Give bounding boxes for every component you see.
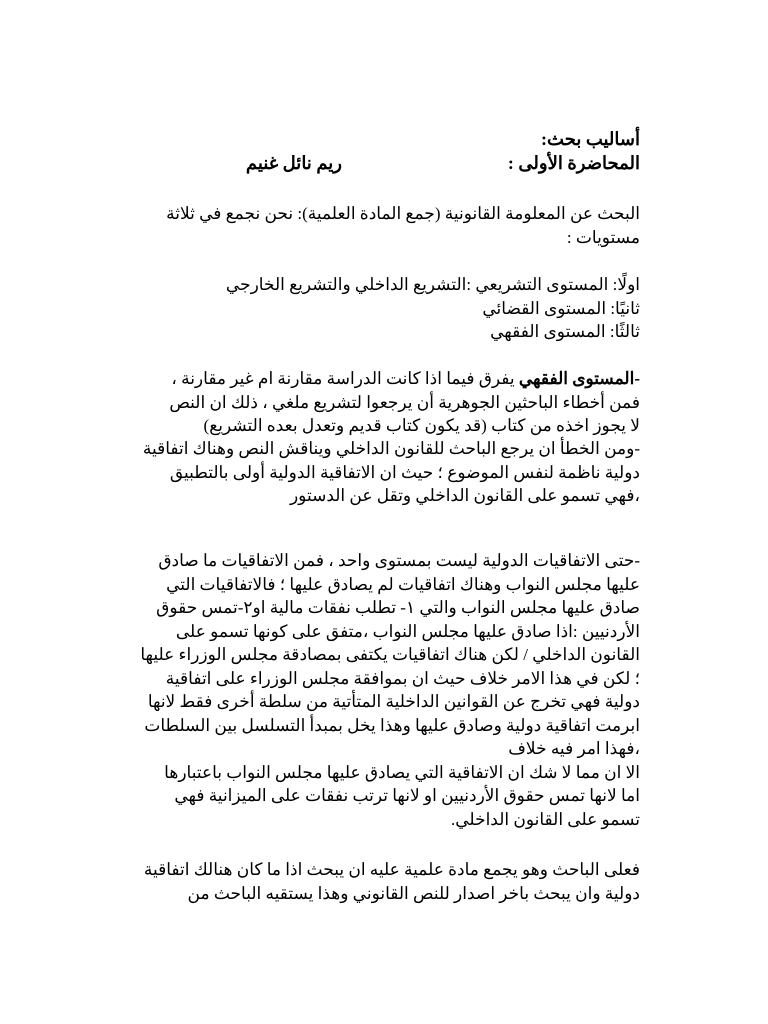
paragraph-line: دولية ناظمة لنفس الموضوع ؛ حيث ان الاتفاقية الدولية أولى بالتطبيق xyxy=(169,462,640,482)
paragraph-line xyxy=(130,367,640,391)
paragraph-line: فمن أخطاء الباحثين الجوهرية أن يرجعوا لتشريع ملغي ، ذلك ان النص xyxy=(169,392,640,412)
paragraph-line: دولية فهي تخرج عن القوانين الداخلية المتأتية من سلطة أخرى فقط لانها xyxy=(147,692,640,711)
intro-line: البحث عن المعلومة القانونية (جمع المادة العلمية): نحن نجمع في ثلاثة xyxy=(166,204,640,223)
bold-lead: -المستوى الفقهي xyxy=(518,369,640,388)
level-item: اولًا: المستوى التشريعي :التشريع الداخلي والتشريع الخارجي xyxy=(225,275,640,294)
paragraph-line: ،فهي تسمو على القانون الداخلي وتقل عن الدستور xyxy=(289,486,640,505)
levels-list xyxy=(130,273,640,344)
paragraph-researcher xyxy=(130,858,640,905)
paragraph-line: عليها مجلس النواب وهناك اتفاقيات لم يصادق عليها ؛ فالاتفاقيات التي xyxy=(166,574,640,594)
level-item: ثانيًا: المستوى القضائي xyxy=(482,298,640,318)
document-header xyxy=(130,128,640,175)
paragraph-text: يفرق فيما اذا كانت الدراسة مقارنة ام غير مقارنة ، xyxy=(171,369,519,388)
paragraph-line: فعلى الباحث وهو يجمع مادة علمية عليه ان يبحث اذا ما كان هنالك اتفاقية xyxy=(143,860,640,879)
paragraph-line: ؛ لكن في هذا الامر خلاف حيث ان بموافقة مجلس الوزراء على اتفاقية xyxy=(165,668,640,688)
paragraph-jurisprudence xyxy=(130,367,640,438)
paragraph-line: لا يجوز اخذه من كتاب (قد يكون كتاب قديم وتعدل بعده التشريع) xyxy=(203,416,640,435)
paragraph-line: -ومن الخطأ ان يرجع الباحث للقانون الداخلي ويناقش النص وهناك اتفاقية xyxy=(142,439,640,458)
document-title: أساليب بحث: xyxy=(541,129,640,149)
paragraph-line: صادق عليها مجلس النواب والتي ١- تطلب نفقات مالية او٢-تمس حقوق xyxy=(156,598,640,617)
intro-paragraph xyxy=(130,202,640,249)
paragraph-line: تسمو على القانون الداخلي. xyxy=(451,809,640,829)
paragraph-line: دولية وان يبحث باخر اصدار للنص القانوني وهذا يستقيه الباحث من xyxy=(187,883,640,903)
paragraph-line: القانون الداخلي / لكن هناك اتفاقيات يكتفى بمصادقة مجلس الوزراء عليها xyxy=(140,645,640,664)
paragraph-line: -حتى الاتفاقيات الدولية ليست بمستوى واحد ، فمن الاتفاقيات ما صادق xyxy=(158,551,640,570)
header-line xyxy=(130,152,640,175)
paragraph-line: ،فهذا امر فيه خلاف xyxy=(508,739,640,758)
lecture-label: المحاضرة الأولى : xyxy=(507,152,640,173)
level-item: ثالثًا: المستوى الفقهي xyxy=(490,322,640,341)
author-name: ريم نائل غنيم xyxy=(245,152,342,173)
paragraph-line: الأردنيين :اذا صادق عليها مجلس النواب ،متفق على كونها تسمو على xyxy=(175,621,640,641)
paragraph-line: اما لانها تمس حقوق الأردنيين او لانها ترتب نفقات على الميزانية فهي xyxy=(174,786,640,805)
paragraph-international-agreements xyxy=(130,549,640,831)
intro-line: مستويات : xyxy=(566,227,640,247)
paragraph-line: ابرمت اتفاقية دولية وصادق عليها وهذا يخل بمبدأ التسلسل بين السلطات xyxy=(144,715,640,735)
paragraph-internal-law xyxy=(130,437,640,508)
paragraph-line: الا ان مما لا شك ان الاتفاقية التي يصادق عليها مجلس النواب باعتبارها xyxy=(164,762,640,782)
